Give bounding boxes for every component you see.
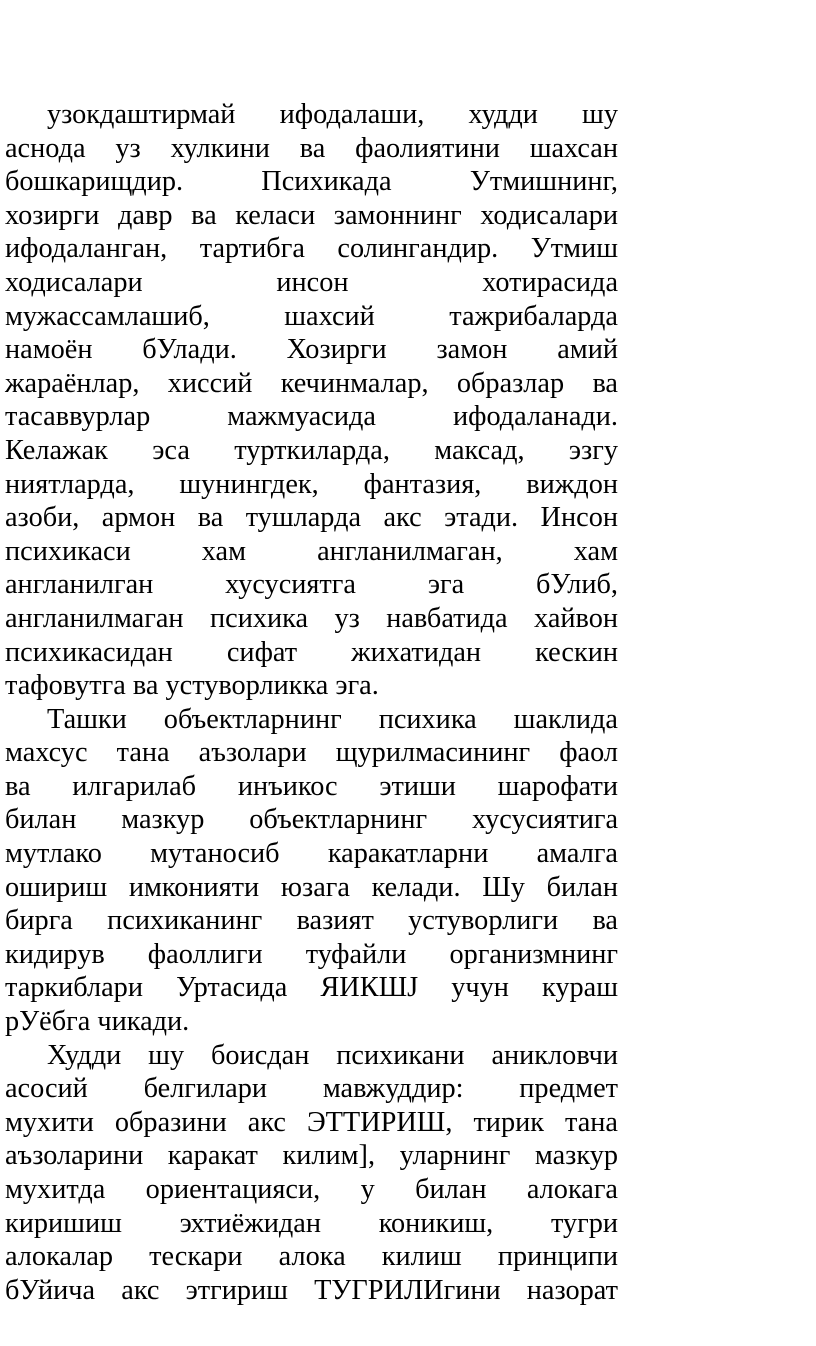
text-line: Худди шу боисдан психикани аникловчи (47, 1039, 618, 1071)
text-line: Ташки объектларнинг психика шаклида (47, 703, 618, 735)
text-line: жараёнлар, хиссий кечинмалар, образлар ва (5, 367, 618, 399)
text-line: англанилмаган психика уз навбатида хайвон (5, 602, 618, 634)
text-line: мухитда ориентацияси, у билан алокага (5, 1174, 618, 1205)
text-line: асосий белгилари мавжуддир: предмет (5, 1073, 618, 1105)
text-line: билан мазкур объектларнинг хусусиятига (5, 804, 618, 836)
text-line: Келажак эса турткиларда, максад, эзгу (5, 434, 618, 466)
text-line: хозирги давр ва келаси замоннинг ходисалари (5, 199, 618, 231)
text-line: ва илгарилаб инъикос этиши шарофати (5, 770, 618, 802)
text-line: ифодаланган, тартибга солингандир. Утмиш (5, 233, 618, 265)
text-line: бирга психиканинг вазият устуворлиги ва (5, 905, 618, 937)
text-line: рУёбга чикади. (5, 1006, 190, 1038)
text-line: ниятларда, шунингдек, фантазия, виждон (5, 468, 618, 500)
text-line: англанилган хусусиятга эга бУлиб, (5, 569, 618, 601)
text-line: киришиш эхтиёжидан коникиш, тугри (5, 1207, 618, 1239)
text-line: азоби, армон ва тушларда акс этади. Инсон (5, 502, 618, 534)
text-line: кидирув фаоллиги туфайли организмнинг (5, 938, 618, 970)
text-line: психикаси хам англанилмаган, хам (5, 535, 618, 567)
text-line: бошкарищдир. Психикада Утмишнинг, (5, 166, 618, 198)
text-line: узокдаштирмай ифодалаши, худди шу (47, 99, 618, 130)
text-line: тафовутга ва устуворликка эга. (5, 670, 379, 702)
text-line: мутлако мутаносиб каракатларни амалга (5, 838, 618, 870)
text-line: психикасидан сифат жихатидан кескин (5, 636, 618, 668)
text-line: мужассамлашиб, шахсий тажрибаларда (5, 300, 618, 332)
text-line: аъзоларини каракат килим], уларнинг мазкур (5, 1140, 618, 1172)
text-line: таркиблари Уртасида ЯИКШЈ учун кураш (5, 972, 618, 1004)
text-line: мухити образини акс ЭТТИРИШ, тирик тана (5, 1106, 618, 1138)
text-line: ходисалари инсон хотирасида (5, 266, 618, 298)
text-line: алокалар тескари алока килиш принципи (5, 1241, 618, 1273)
text-line: аснода уз хулкини ва фаолиятини шахсан (5, 132, 618, 164)
text-line: тасаввурлар мажмуасида ифодаланади. (5, 401, 618, 433)
text-line: махсус тана аъзолари щурилмасининг фаол (5, 737, 618, 769)
text-line: намоён бУлади. Хозирги замон амий (5, 334, 618, 366)
body-text (5, 98, 618, 1307)
text-line: бУйича акс этгириш ТУГРИЛИгини назорат (5, 1274, 618, 1306)
text-line: ошириш имконияти юзага келади. Шу билан (5, 871, 618, 903)
